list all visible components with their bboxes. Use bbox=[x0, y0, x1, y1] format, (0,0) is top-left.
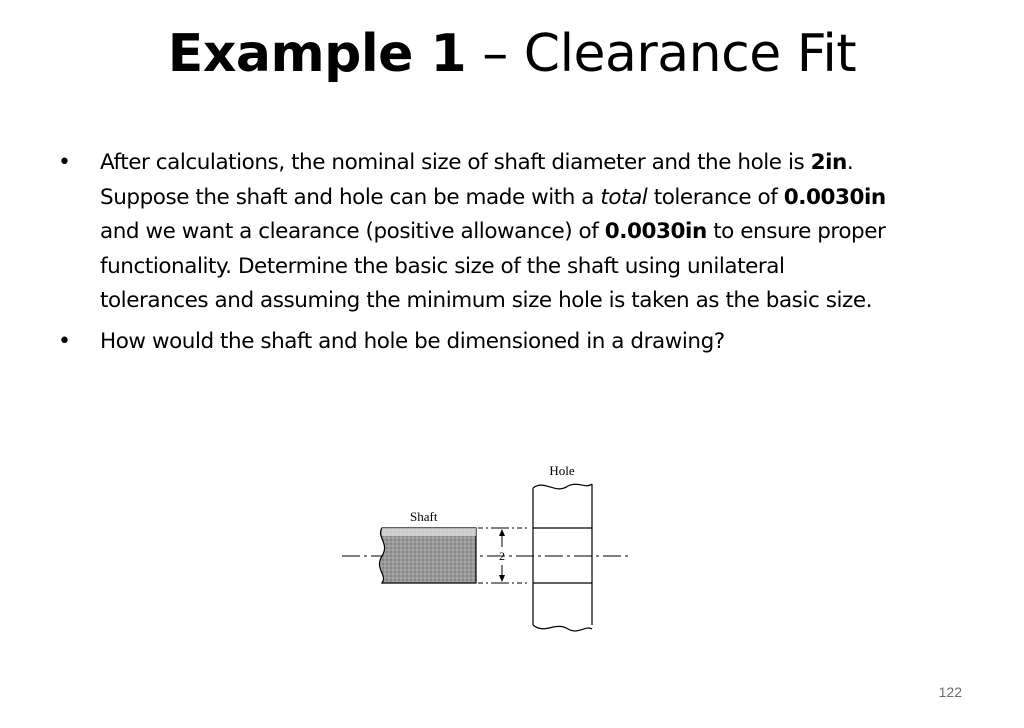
bullet-1-line-1: After calculations, the nominal size of shaft diameter and the hole is 2in. bbox=[100, 150, 854, 175]
shaft-hole-diagram bbox=[330, 455, 650, 645]
bullet-icon: • bbox=[58, 328, 71, 354]
bullet-list bbox=[58, 146, 978, 359]
shaft-label: Shaft bbox=[410, 509, 438, 524]
bullet-1-line-4: functionality. Determine the basic size of the shaft using unilateral bbox=[100, 253, 785, 279]
title-bold: Example 1 bbox=[167, 24, 467, 84]
slide-title bbox=[0, 22, 1024, 86]
dimension-label: 2 bbox=[499, 549, 505, 563]
bullet-item-2 bbox=[58, 325, 978, 360]
hole-drawing bbox=[533, 484, 592, 631]
shaft-drawing bbox=[379, 528, 476, 583]
bullet-item-1 bbox=[58, 146, 978, 319]
bullet-1-line-3: and we want a clearance (positive allowance) of 0.0030in to ensure proper bbox=[100, 219, 886, 244]
page-number: 122 bbox=[938, 684, 962, 700]
bullet-2-line-1: How would the shaft and hole be dimensioned in a drawing? bbox=[100, 328, 725, 354]
title-rest: – Clearance Fit bbox=[466, 24, 857, 84]
bullet-1-line-5: tolerances and assuming the minimum size hole is taken as the basic size. bbox=[100, 288, 872, 313]
bullet-1-line-2: Suppose the shaft and hole can be made with a total tolerance of 0.0030in bbox=[100, 184, 886, 210]
bullet-icon: • bbox=[58, 150, 71, 175]
hole-label: Hole bbox=[549, 463, 575, 478]
